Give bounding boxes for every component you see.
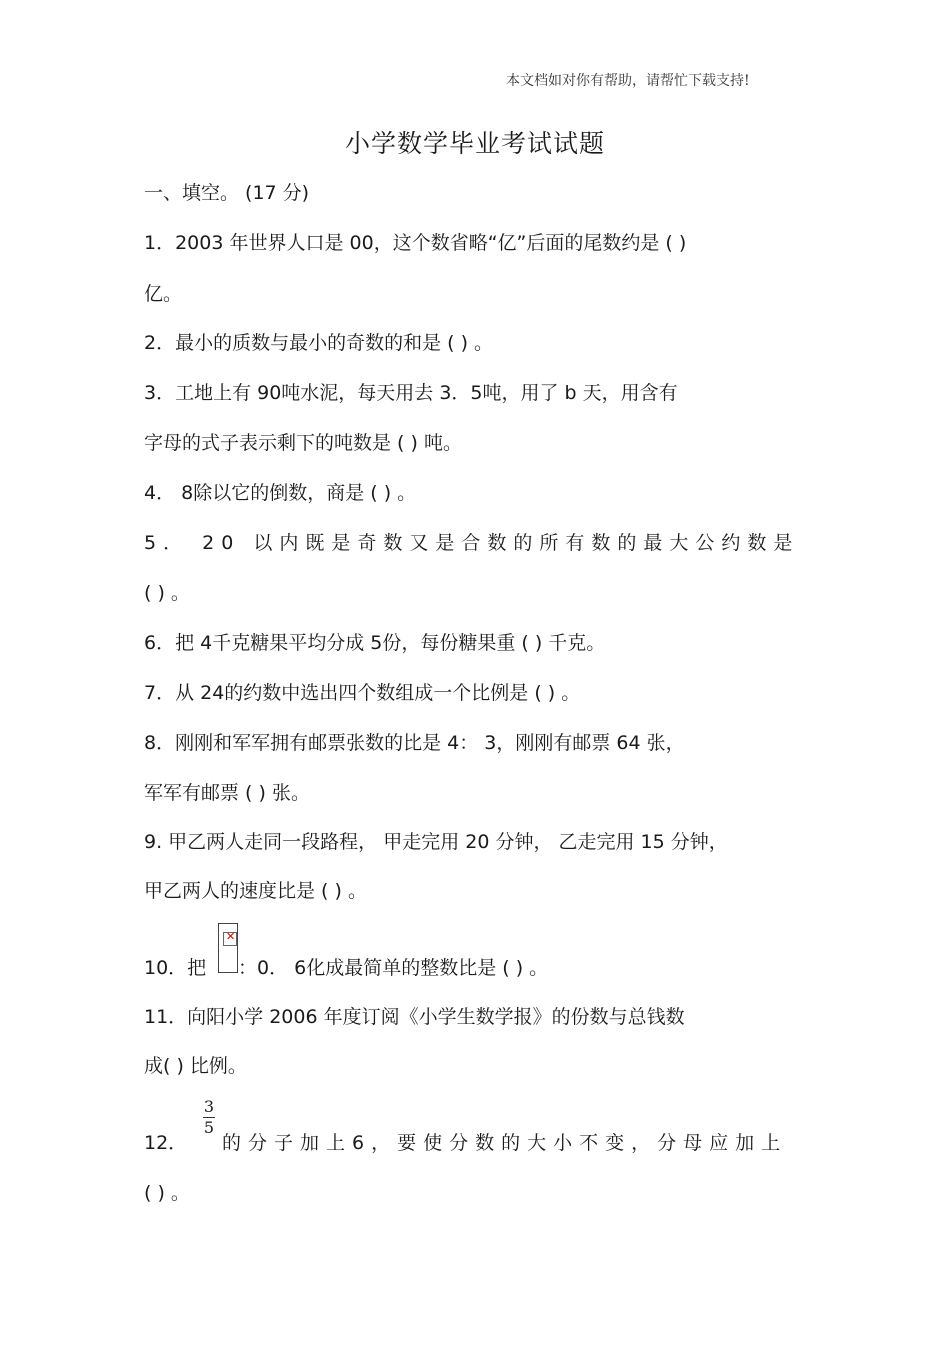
question-5: 5． 20 以内既是奇数又是合数的所有数的最大公约数是 <box>144 532 800 554</box>
question-8-cont: 军军有邮票 ( ) 张。 <box>144 782 310 804</box>
question-9: 9. 甲乙两人走同一段路程， 甲走完用 20 分钟， 乙走完用 15 分钟， <box>144 831 728 853</box>
section-heading: 一、填空。 (17 分) <box>144 182 310 204</box>
question-11-cont: 成( ) 比例。 <box>144 1055 247 1077</box>
question-10-prefix: 10．把 <box>144 957 207 979</box>
question-11: 11．向阳小学 2006 年度订阅《小学生数学报》的份数与总钱数 <box>144 1006 685 1028</box>
question-3: 3．工地上有 90吨水泥，每天用去 3．5吨，用了 b 天，用含有 <box>144 382 678 404</box>
question-1: 1．2003 年世界人口是 00，这个数省略“亿”后面的尾数约是 ( ) <box>144 232 687 254</box>
fraction-three-fifths <box>203 1098 215 1137</box>
question-8: 8．刚刚和军军拥有邮票张数的比是 4： 3，刚刚有邮票 64 张， <box>144 732 685 754</box>
question-10: ：0． 6化成最简单的整数比是 ( ) 。 <box>238 957 549 979</box>
question-12: 的分子加上6，要使分数的大小不变，分母应加上 <box>222 1132 788 1154</box>
question-2: 2．最小的质数与最小的奇数的和是 ( ) 。 <box>144 332 494 354</box>
page-header-note: 本文档如对你有帮助，请帮忙下载支持! <box>506 73 750 89</box>
fraction-numerator: 3 <box>203 1097 215 1116</box>
question-12-cont: ( ) 。 <box>144 1182 190 1204</box>
question-4: 4． 8除以它的倒数，商是 ( ) 。 <box>144 482 417 504</box>
page-title: 小学数学毕业考试试题 <box>344 129 605 158</box>
question-12-prefix: 12． <box>144 1132 188 1154</box>
question-3-cont: 字母的式子表示剩下的吨数是 ( ) 吨。 <box>144 432 462 454</box>
question-9-cont: 甲乙两人的速度比是 ( ) 。 <box>144 880 367 902</box>
question-5-cont: ( ) 。 <box>144 582 190 604</box>
question-7: 7．从 24的约数中选出四个数组成一个比例是 ( ) 。 <box>144 682 581 704</box>
question-6: 6．把 4千克糖果平均分成 5份，每份糖果重 ( ) 千克。 <box>144 632 606 654</box>
fraction-denominator: 5 <box>203 1118 215 1137</box>
question-1-cont: 亿。 <box>144 283 183 305</box>
broken-image-icon: ✕ <box>218 923 238 973</box>
